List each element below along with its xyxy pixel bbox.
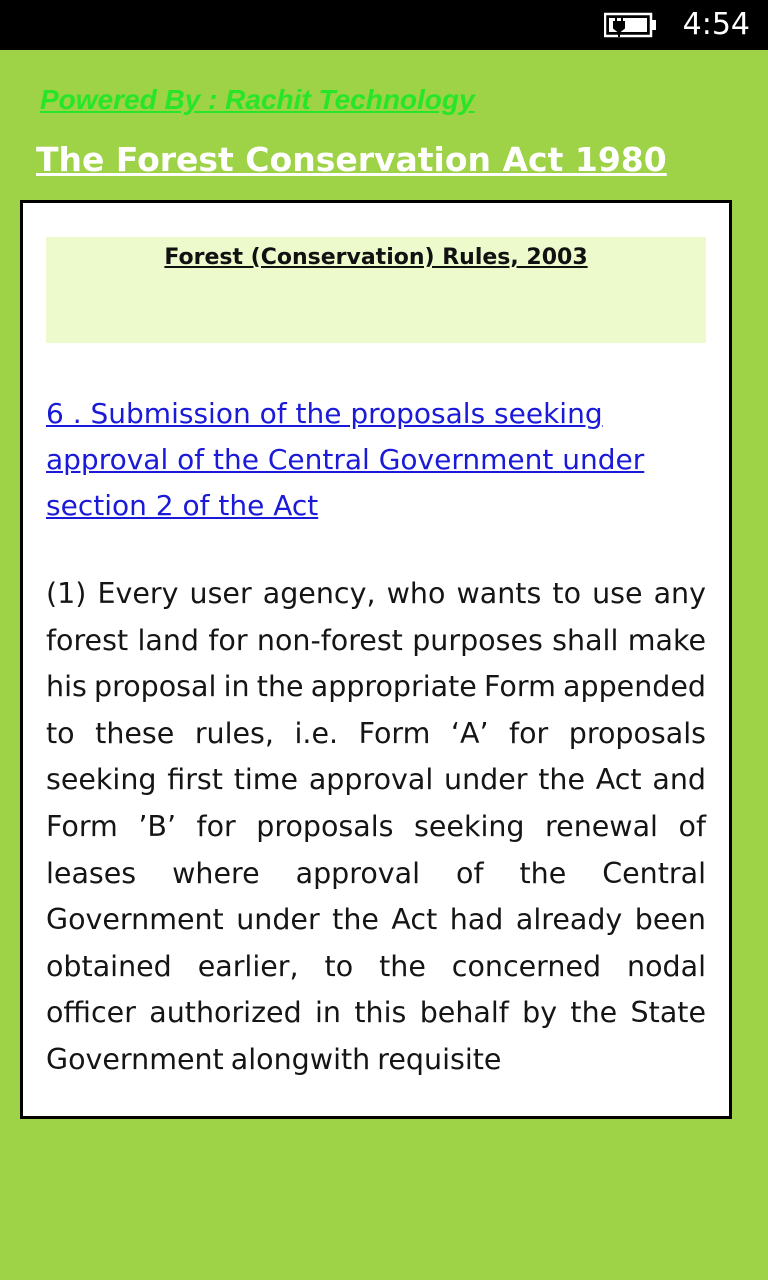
rules-heading: Forest (Conservation) Rules, 2003	[164, 245, 588, 270]
battery-charging-icon	[604, 12, 658, 38]
powered-by-link[interactable]: Powered By : Rachit Technology	[40, 84, 475, 115]
section-body-text: (1) Every user agency, who wants to use any forest land for non-forest purposes shall make his proposal in the appropriate Form appended to these rules, i.e. Form ‘A’ for proposals seeking first time approval under the Act and Form ’B’ for proposals seeking renewal of leases where approval of the Central Government under the Act had already been obtained earlier, to the concerned nodal officer authorized in this behalf by the State Government alongwith requisite	[46, 577, 706, 1076]
rules-banner	[46, 237, 706, 343]
section-link[interactable]: 6 . Submission of the proposals seeking approval of the Central Government under section 2 of the Act	[46, 397, 645, 522]
status-bar	[0, 0, 768, 50]
status-time: 4:54	[682, 7, 750, 42]
document-viewer[interactable]	[20, 200, 732, 1119]
app-title: The Forest Conservation Act 1980	[36, 140, 667, 179]
